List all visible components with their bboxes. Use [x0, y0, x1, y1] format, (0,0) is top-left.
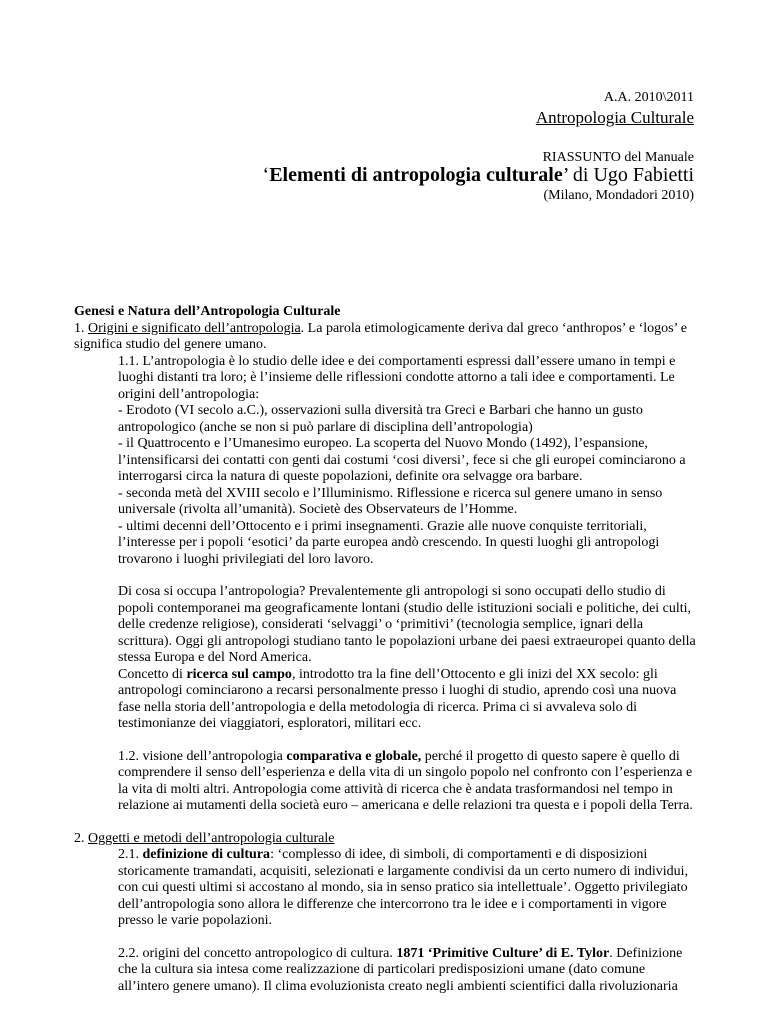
text-run: 2.1. — [118, 847, 143, 862]
paragraph-2 — [74, 831, 698, 848]
origin-item: - il Quattrocento e l’Umanesimo europeo. La scoperta del Nuovo Mondo (1492), l’espansione, l’intensificarsi dei contatti con genti dai costumi ‘cosi diversi’, fece si che gli europei cominciarono a interrogarsi circa la natura di queste popolazioni, definite ora selvagge ora barbare. — [118, 436, 686, 484]
paragraph-cosa: Di cosa si occupa l’antropologia? Prevalentemente gli antropologi si sono occupati dello studio di popoli contemporanei ma geograficamente lontani (studio delle istituzioni sociali e politiche, dei culti, delle credenze religiose), considerati ‘selvaggi’ o ‘primitivi’ (tecnologia semplice, ignari della scrittura). Oggi gli antropologi studiano tanto le popolazioni urbane dei paesi extraeuropei quanto della stessa Europa e del Nord America. — [118, 584, 696, 665]
text-run: . Definizione che la cultura sia intesa come realizzazione di particolari predisposizioni umane (dato comune all’intero genere umano). Il clima evoluzionista creato negli ambienti scientifici dalla rivoluzionaria — [118, 945, 683, 994]
paragraph-campo — [118, 667, 698, 733]
bold-run: ricerca sul campo — [186, 666, 292, 682]
indented-block-1 — [74, 354, 698, 815]
origin-item: - seconda metà del XVIII secolo e l’Illuminismo. Riflessione e ricerca sul genere umano in senso universale (rivolta all’umanità). Societè des Observateurs de l’Homme. — [118, 485, 663, 517]
item-heading: Oggetti e metodi dell’antropologia culturale — [88, 830, 335, 846]
paragraph-1-1: 1.1. L’antropologia è lo studio delle idee e dei comportamenti espressi dall’essere umano in tempi e luoghi distanti tra loro; è l’insieme delle riflessioni condotte attorno a tali idee e comportamenti. Le origini dell’antropologia: — [118, 353, 676, 402]
paragraph-2-2 — [118, 946, 698, 996]
text-run: perché il progetto di questo sapere è quello di comprendere il senso dell’esperienza e della vita di un singolo popolo nel confronto con l’esperienza e la vita di molti altri. Antropologia come attività di ricerca che è andata trasformandosi nel tempo in relazione ai mutamenti della società euro – americana e delle relazioni tra questa e i popoli della Terra. — [118, 748, 693, 813]
text-run: 1.2. visione dell’antropologia — [118, 748, 287, 764]
title-main: Elementi di antropologia culturale — [269, 164, 563, 186]
paragraph-2-1 — [118, 847, 698, 930]
publication-info: (Milano, Mondadori 2010) — [543, 188, 694, 203]
indented-block-2 — [74, 847, 698, 930]
bold-run: 1871 ‘Primitive Culture’ di E. Tylor — [396, 945, 610, 961]
text-run: 2.2. origini del concetto antropologico di cultura. — [118, 945, 397, 961]
item-number: 1. — [74, 320, 88, 336]
text-run: : ‘complesso di idee, di simboli, di comportamenti e di disposizioni storicamente tramandati, acquisiti, selezionati e largamente condivisi da un certo numero di individui, con cui questi ultimi si accostano al mondo, sia in senso pratico sia intellettuale’. Oggetto privilegiato dell’antropologia sono allora le differenze che intercorrono tra le idee e i comportamenti in vigore presso le varie popolazioni. — [118, 847, 689, 928]
academic-year: A.A. 2010\2011 — [603, 90, 694, 105]
section-title: Genesi e Natura dell’Antropologia Culturale — [74, 304, 341, 319]
document-body — [74, 304, 698, 995]
bold-run: comparativa e globale, — [286, 748, 422, 764]
bold-run: definizione di cultura — [142, 847, 271, 862]
indented-block-3 — [74, 946, 698, 996]
text-run: , introdotto tra la fine dell’Ottocento e gli inizi del XX secolo: gli antropologi cominciarono a recarsi personalmente presso i luoghi di studio, aprendo così una nuova fase nella storia dell’antropologia e della metodologia di ricerca. Prima ci si avvaleva solo di testimonianze dei viaggiatori, esploratori, militari ecc. — [118, 666, 677, 731]
book-title — [263, 164, 694, 187]
title-open-quote: ‘ — [262, 164, 270, 186]
summary-label: RIASSUNTO del Manuale — [542, 150, 694, 165]
paragraph-1 — [74, 321, 698, 354]
course-name: Antropologia Culturale — [535, 108, 694, 127]
item-text: . La parola etimologicamente deriva dal greco ‘anthropos’ e ‘logos’ e significa studio del genere umano. — [74, 320, 687, 352]
origin-item: - ultimi decenni dell’Ottocento e i primi insegnamenti. Grazie alle nuove conquiste territoriali, l’interesse per i popoli ‘esotici’ da parte europea andò crescendo. In questi luoghi gli antropologi trovarono i luoghi privilegiati del loro lavoro. — [118, 518, 660, 567]
origin-item: - Erodoto (VI secolo a.C.), osservazioni sulla diversità tra Greci e Barbari che hanno un gusto antropologico (anche se non si può parlare di disciplina dell’antropologia) — [118, 403, 643, 435]
title-close-quote: ’ — [562, 164, 568, 186]
paragraph-1-2 — [118, 749, 698, 815]
item-number: 2. — [74, 830, 88, 846]
title-author: di Ugo Fabietti — [567, 164, 694, 186]
item-heading: Origini e significato dell’antropologia — [88, 320, 301, 336]
text-run: Concetto di — [118, 666, 187, 682]
